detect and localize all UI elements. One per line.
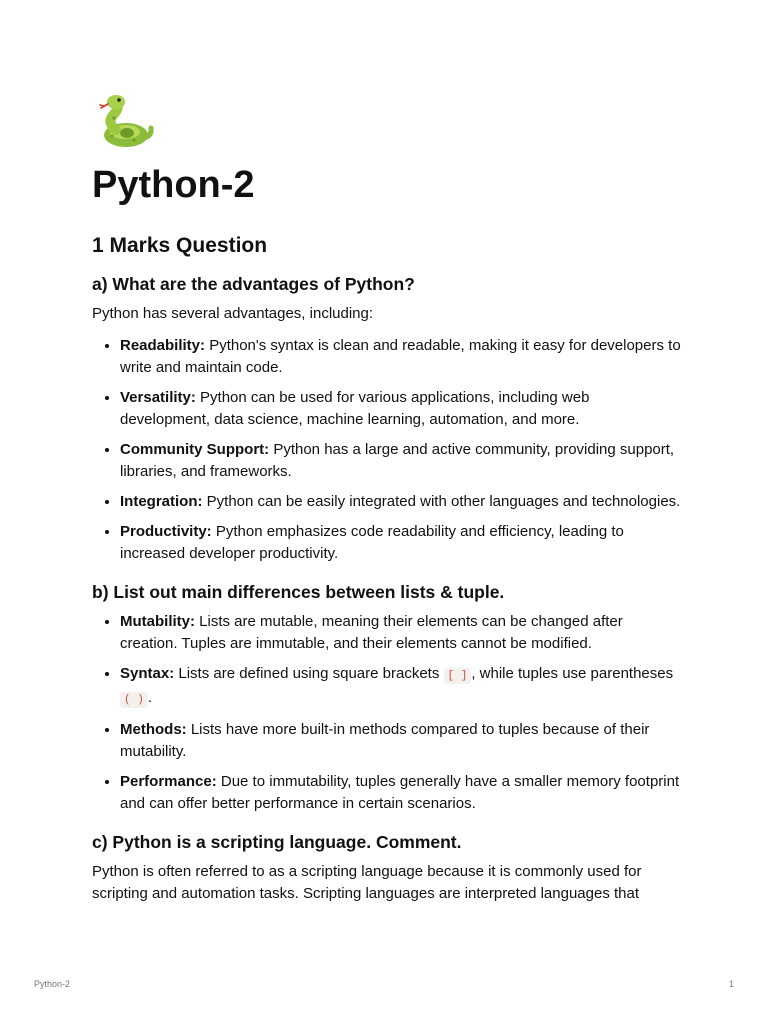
item-text: , while tuples use parentheses <box>471 665 674 682</box>
item-term: Versatility: <box>120 389 196 406</box>
item-text: Python can be easily integrated with other languages and technologies. <box>202 493 681 510</box>
item-term: Community Support: <box>120 441 270 458</box>
list-item <box>120 439 682 483</box>
item-text: Python emphasizes code readability and efficiency, leading to increased developer productivity. <box>120 523 624 562</box>
question-c-heading: c) Python is a scripting language. Comment. <box>92 832 462 852</box>
footer-page-number: 1 <box>728 979 734 989</box>
item-text: Lists are defined using square brackets <box>174 665 444 682</box>
advantages-list <box>92 335 682 565</box>
item-text: Python has a large and active community, providing support, libraries, and frameworks. <box>120 441 675 480</box>
item-text: Due to immutability, tuples generally have a smaller memory footprint and can offer better performance in certain scenarios. <box>120 773 680 812</box>
item-term: Mutability: <box>120 613 195 630</box>
list-item <box>120 521 682 565</box>
document-page <box>92 92 682 915</box>
inline-code: ( ) <box>120 692 148 708</box>
item-term: Integration: <box>120 493 203 510</box>
list-item <box>120 611 682 655</box>
item-text: Lists have more built-in methods compared to tuples because of their mutability. <box>120 721 650 760</box>
item-text: Lists are mutable, meaning their elements can be changed after creation. Tuples are immutable, and their elements cannot be modified. <box>120 613 623 652</box>
item-term: Productivity: <box>120 523 212 540</box>
item-term: Performance: <box>120 773 217 790</box>
item-term: Syntax: <box>120 665 175 682</box>
item-term: Methods: <box>120 721 187 738</box>
inline-code: [ ] <box>444 668 472 684</box>
question-b-heading: b) List out main differences between lists & tuple. <box>92 582 505 602</box>
list-item <box>120 387 682 431</box>
question-a-intro: Python has several advantages, including: <box>92 305 374 322</box>
question-a-heading: a) What are the advantages of Python? <box>92 274 415 294</box>
list-item <box>120 335 682 379</box>
section-heading: 1 Marks Question <box>92 234 268 257</box>
differences-list <box>92 611 682 815</box>
list-item <box>120 771 682 815</box>
page-title: Python-2 <box>92 164 255 206</box>
question-c-body: Python is often referred to as a scripting language because it is commonly used for scripting and automation tasks. Scripting languages are interpreted languages that <box>92 863 642 902</box>
item-text: Python's syntax is clean and readable, making it easy for developers to write and maintain code. <box>120 337 681 376</box>
item-term: Readability: <box>120 337 206 354</box>
item-text: Python can be used for various applications, including web development, data science, machine learning, automation, and more. <box>120 389 590 428</box>
snake-icon <box>94 92 154 152</box>
list-item <box>120 663 682 711</box>
list-item <box>120 491 682 513</box>
footer-document-title: Python-2 <box>34 979 71 989</box>
item-text: . <box>147 689 152 706</box>
list-item <box>120 719 682 763</box>
